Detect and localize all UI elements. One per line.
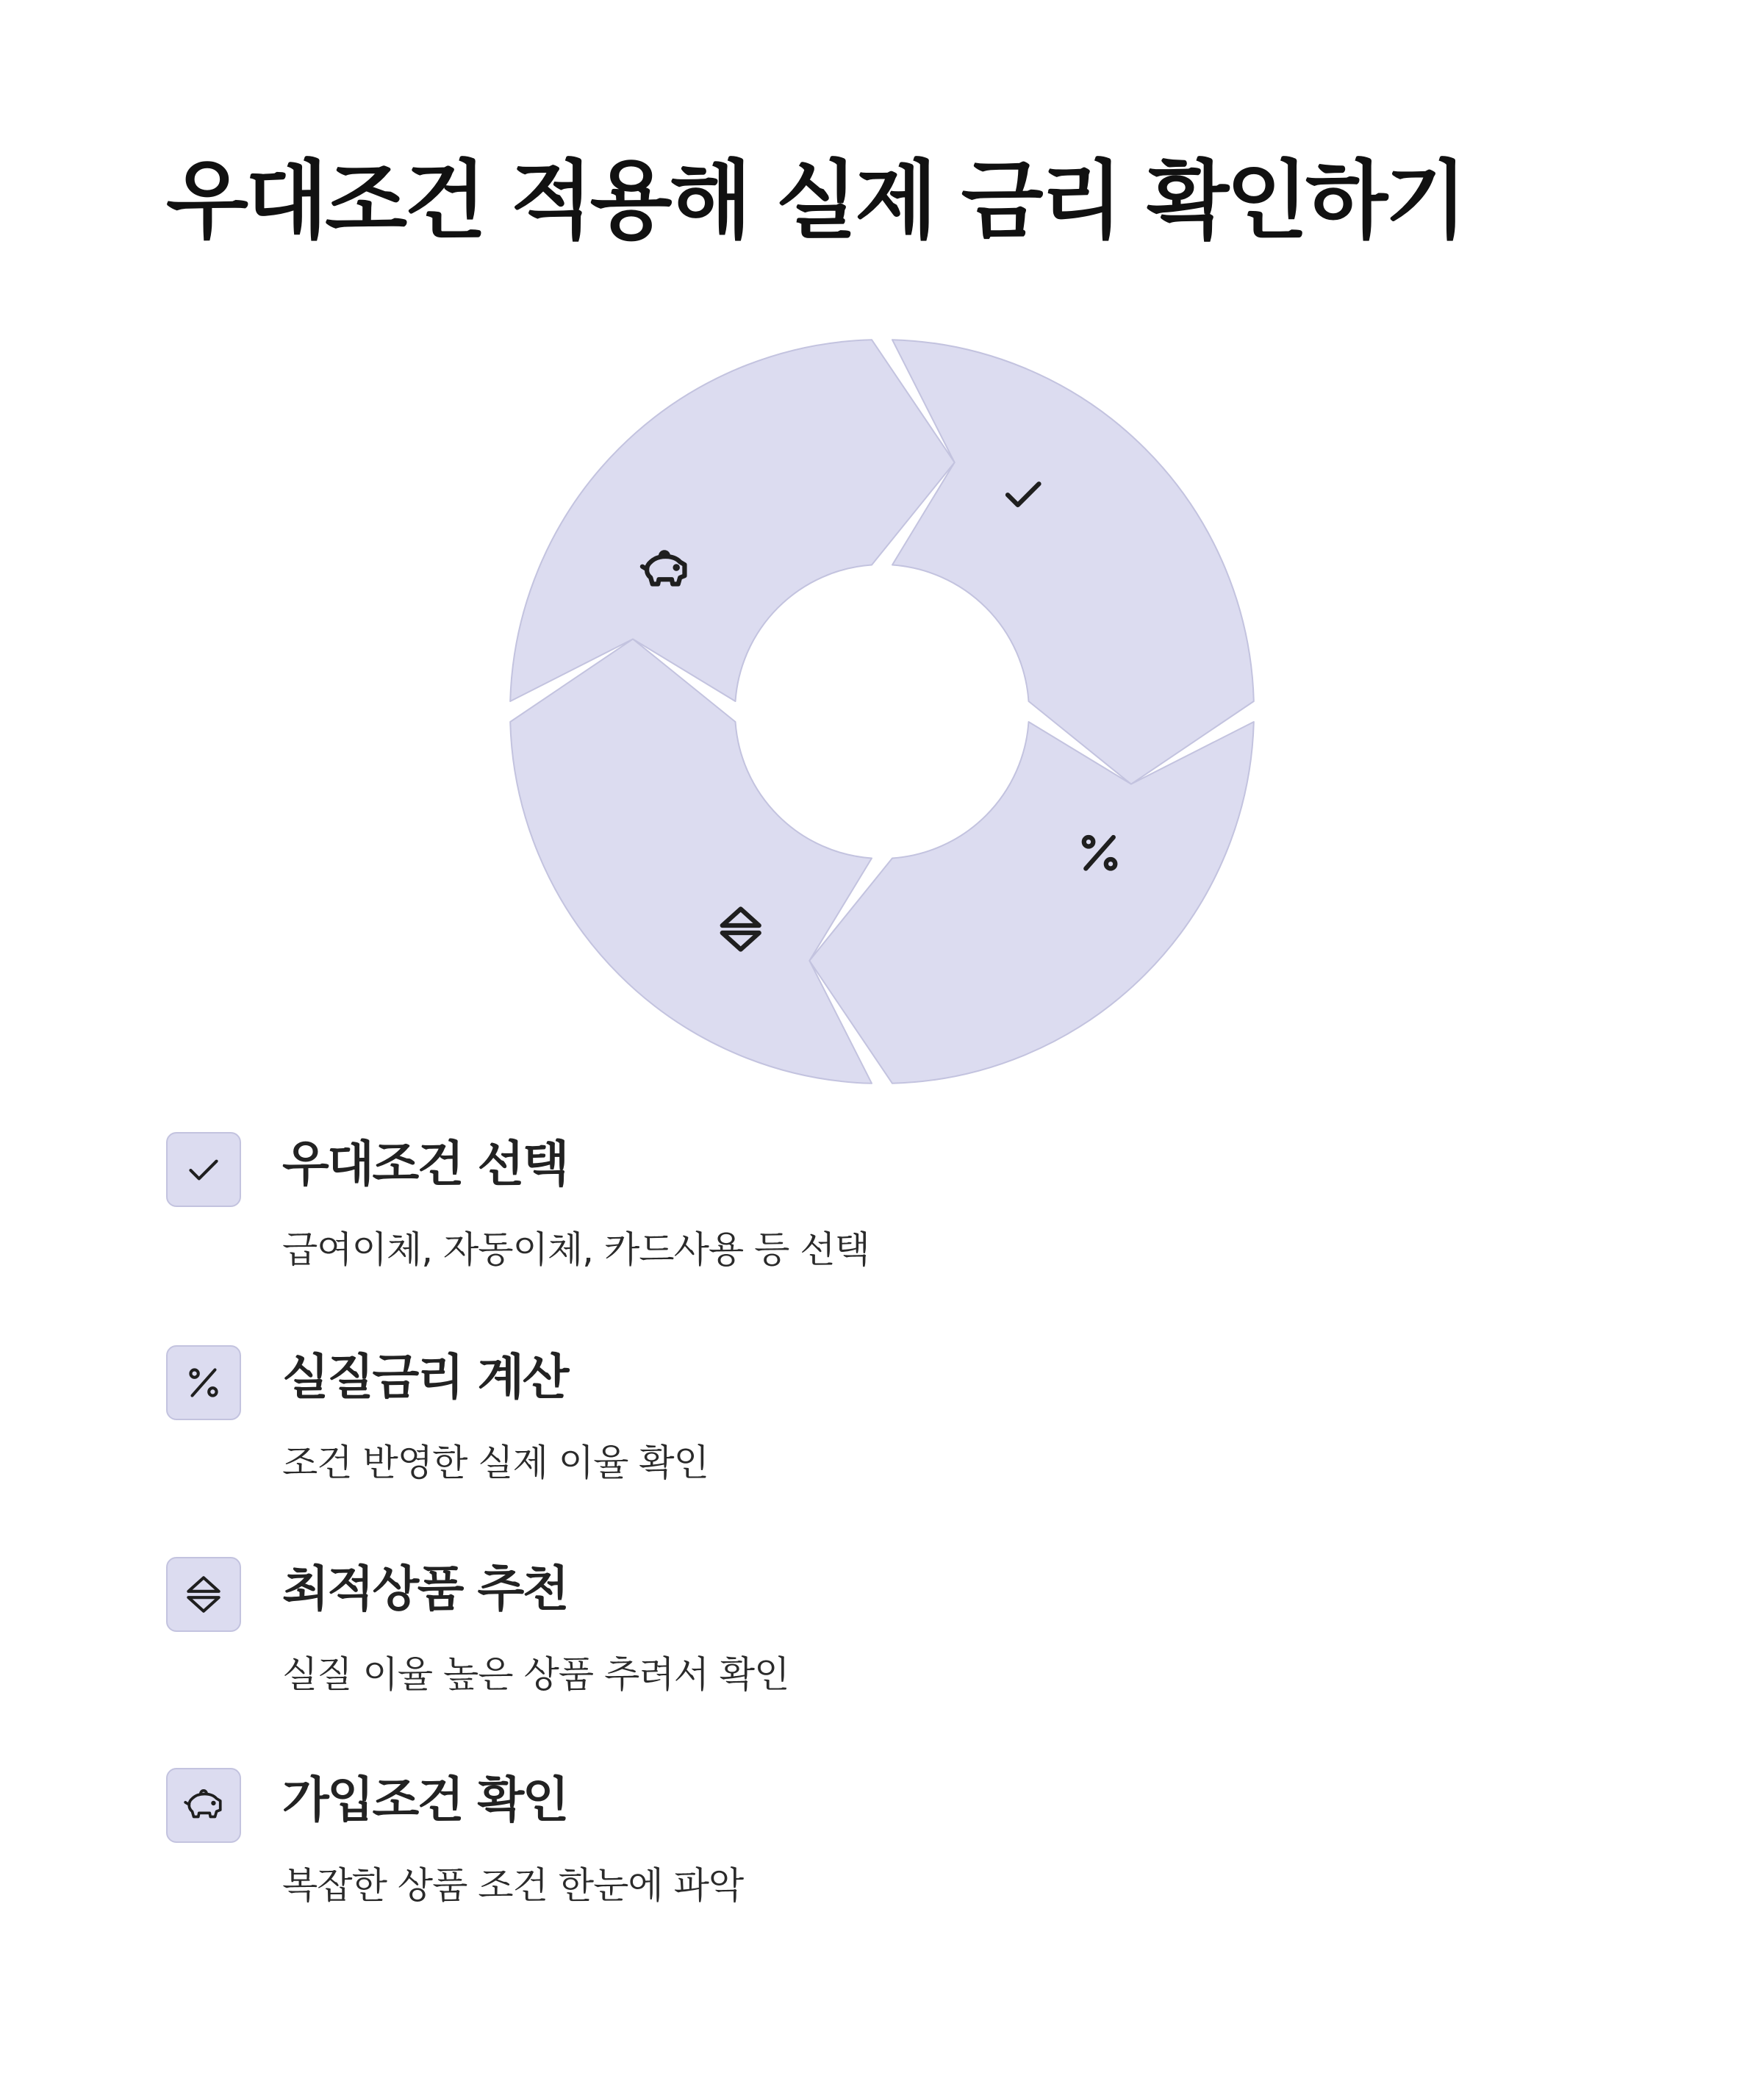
cycle-segment-select — [892, 340, 1254, 784]
step-icon-box — [166, 1768, 241, 1843]
step-title: 우대조건 선택 — [282, 1136, 568, 1192]
step-description: 조건 반영한 실제 이율 확인 — [282, 1442, 709, 1484]
cycle-segment-calculate — [809, 722, 1253, 1084]
step-item-calculate-rate — [166, 1345, 1489, 1536]
cycle-diagram — [500, 329, 1264, 1094]
percent-icon — [181, 1360, 226, 1405]
cycle-segment-recommend — [510, 639, 872, 1083]
step-description: 복잡한 상품 조건 한눈에 파악 — [282, 1864, 744, 1907]
check-icon — [181, 1147, 226, 1192]
step-icon-box — [166, 1345, 241, 1420]
step-icon-box — [166, 1132, 241, 1207]
step-item-check-terms — [166, 1768, 1489, 1959]
page-title: 우대조건 적용해 실제 금리 확인하기 — [166, 151, 1465, 251]
step-item-select-conditions — [166, 1132, 1489, 1323]
chevron-up-down-icon — [181, 1572, 226, 1617]
step-title: 최적상품 추천 — [282, 1561, 568, 1617]
piggy-bank-icon — [181, 1783, 226, 1828]
step-description: 급여이체, 자동이체, 카드사용 등 선택 — [282, 1228, 870, 1271]
step-item-recommend-product — [166, 1557, 1489, 1748]
cycle-segment-terms — [510, 340, 954, 701]
step-title: 실질금리 계산 — [282, 1349, 568, 1405]
step-description: 실질 이율 높은 상품 추려서 확인 — [282, 1653, 789, 1696]
step-title: 가입조건 확인 — [282, 1772, 568, 1828]
step-icon-box — [166, 1557, 241, 1632]
